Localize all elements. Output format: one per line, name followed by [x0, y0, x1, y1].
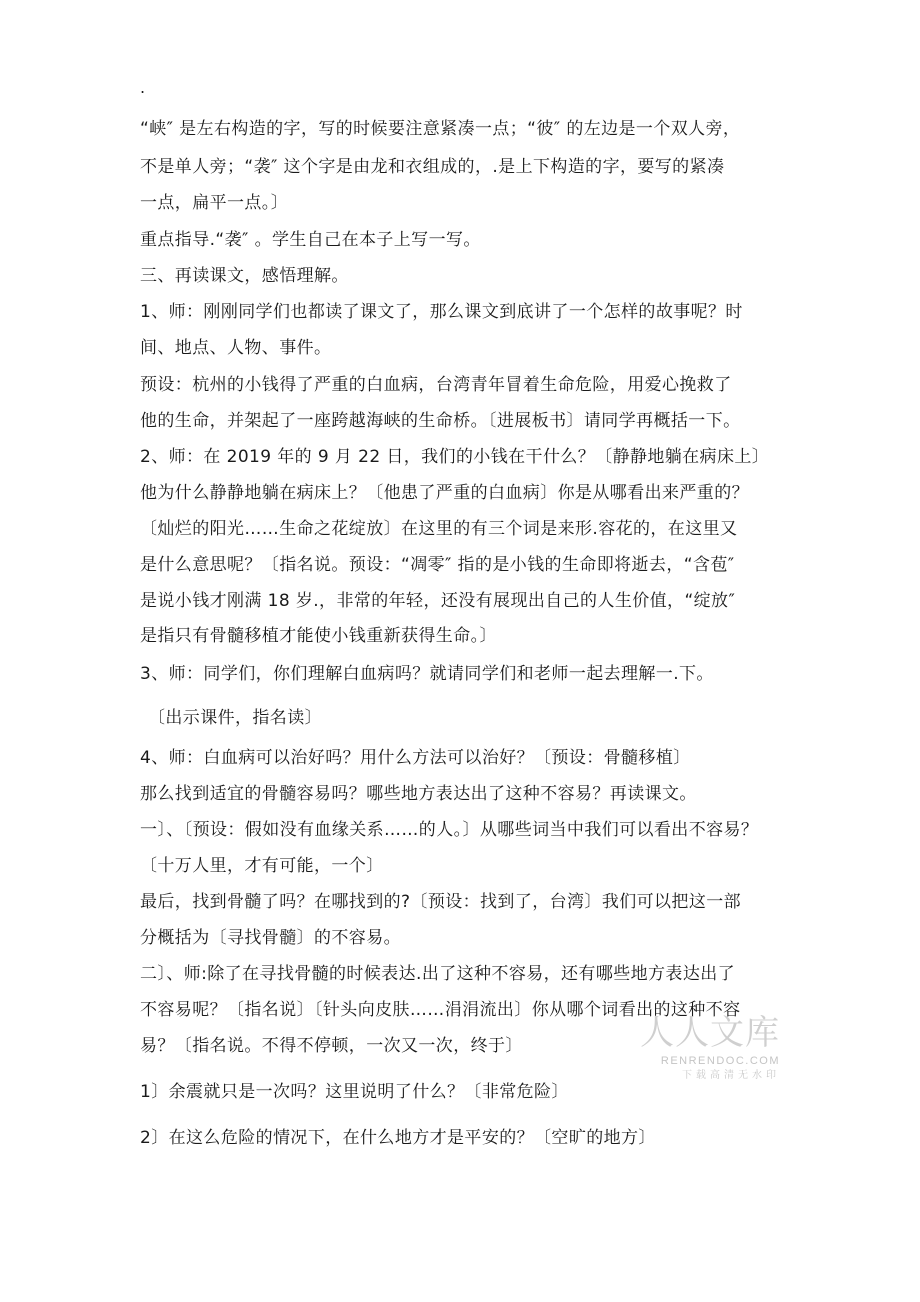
header-mark: .	[140, 78, 146, 97]
text-line: 4、师：白血病可以治好吗？用什么方法可以治好？〔预设：骨髓移植〕	[140, 748, 691, 768]
text-line: 最后，找到骨髓了吗？在哪找到的?〔预设：找到了，台湾〕我们可以把这一部	[140, 892, 742, 912]
text-line: 2、师：在 2019 年的 9 月 22 日，我们的小钱在干什么？〔静静地躺在病床上〕	[140, 447, 770, 467]
text-line: 二〕、师:除了在寻找骨髓的时候表达.出了这种不容易，还有哪些地方表达出了	[140, 964, 736, 984]
text-line: 是说小钱才刚满 18 岁.，非常的年轻，还没有展现出自己的人生价值，“绽放″	[140, 591, 736, 611]
text-line: 不容易呢？〔指名说〕〔针头向皮肤……涓涓流出〕你从哪个词看出的这种不容	[140, 1000, 741, 1020]
text-line: 重点指导.“袭″ 。学生自己在本子上写一写。	[140, 230, 481, 250]
watermark-main-text: 人人文库	[640, 1013, 780, 1053]
text-line: 〔出示课件，指名读〕	[148, 708, 322, 728]
text-line: 预设：杭州的小钱得了严重的白血病，台湾青年冒着生命危险，用爱心挽救了	[140, 375, 732, 395]
text-line: 易？〔指名说。不得不停顿，一次又一次，终于〕	[140, 1036, 523, 1056]
text-line: 他为什么静静地躺在病床上？〔他患了严重的白血病〕你是从哪看出来严重的？	[140, 483, 749, 503]
text-line: 一〕、〔预设：假如没有血缘关系……的人。〕从哪些词当中我们可以看出不容易？	[140, 820, 759, 840]
text-line: 〔灿烂的阳光……生命之花绽放〕在这里的有三个词是来形.容花的，在这里又	[140, 519, 738, 539]
section-heading: 三、再读课文，感悟理解。	[140, 266, 349, 286]
text-line: 是指只有骨髓移植才能使小钱重新获得生命。〕	[140, 626, 497, 646]
watermark-tagline: 下载高清无水印	[682, 1070, 780, 1081]
watermark-domain: RENRENDOC.COM	[660, 1055, 780, 1067]
text-line: 〔十万人里，才有可能，一个〕	[140, 856, 384, 876]
text-line: 间、地点、人物、事件。	[140, 338, 332, 358]
text-line: 3、师：同学们，你们理解白血病吗？就请同学们和老师一起去理解一.下。	[140, 664, 714, 684]
text-line: 是什么意思呢？〔指名说。预设：“凋零″ 指的是小钱的生命即将逝去，“含苞″	[140, 555, 735, 575]
text-line: 1、师：刚刚同学们也都读了课文了，那么课文到底讲了一个怎样的故事呢？时	[140, 302, 743, 322]
text-line: 那么找到适宜的骨髓容易吗？哪些地方表达出了这种不容易？再读课文。	[140, 784, 697, 804]
text-line: “峡″ 是左右构造的字，写的时候要注意紧凑一点；“彼″ 的左边是一个双人旁，	[140, 119, 741, 139]
watermark-logo	[640, 1014, 780, 1082]
text-line: 不是单人旁；“袭″ 这个字是由龙和衣组成的，.是上下构造的字，要写的紧凑	[140, 157, 725, 177]
text-line: 分概括为〔寻找骨髓〕的不容易。	[140, 928, 401, 948]
text-line: 2〕在这么危险的情况下，在什么地方才是平安的？〔空旷的地方〕	[140, 1128, 656, 1148]
text-line: 一点，扁平一点。〕	[140, 193, 289, 213]
text-line: 他的生命，并架起了一座跨越海峡的生命桥。〔进展板书〕请同学再概括一下。	[140, 411, 741, 431]
text-line: 1〕余震就只是一次吗？这里说明了什么？〔非常危险〕	[140, 1082, 569, 1102]
